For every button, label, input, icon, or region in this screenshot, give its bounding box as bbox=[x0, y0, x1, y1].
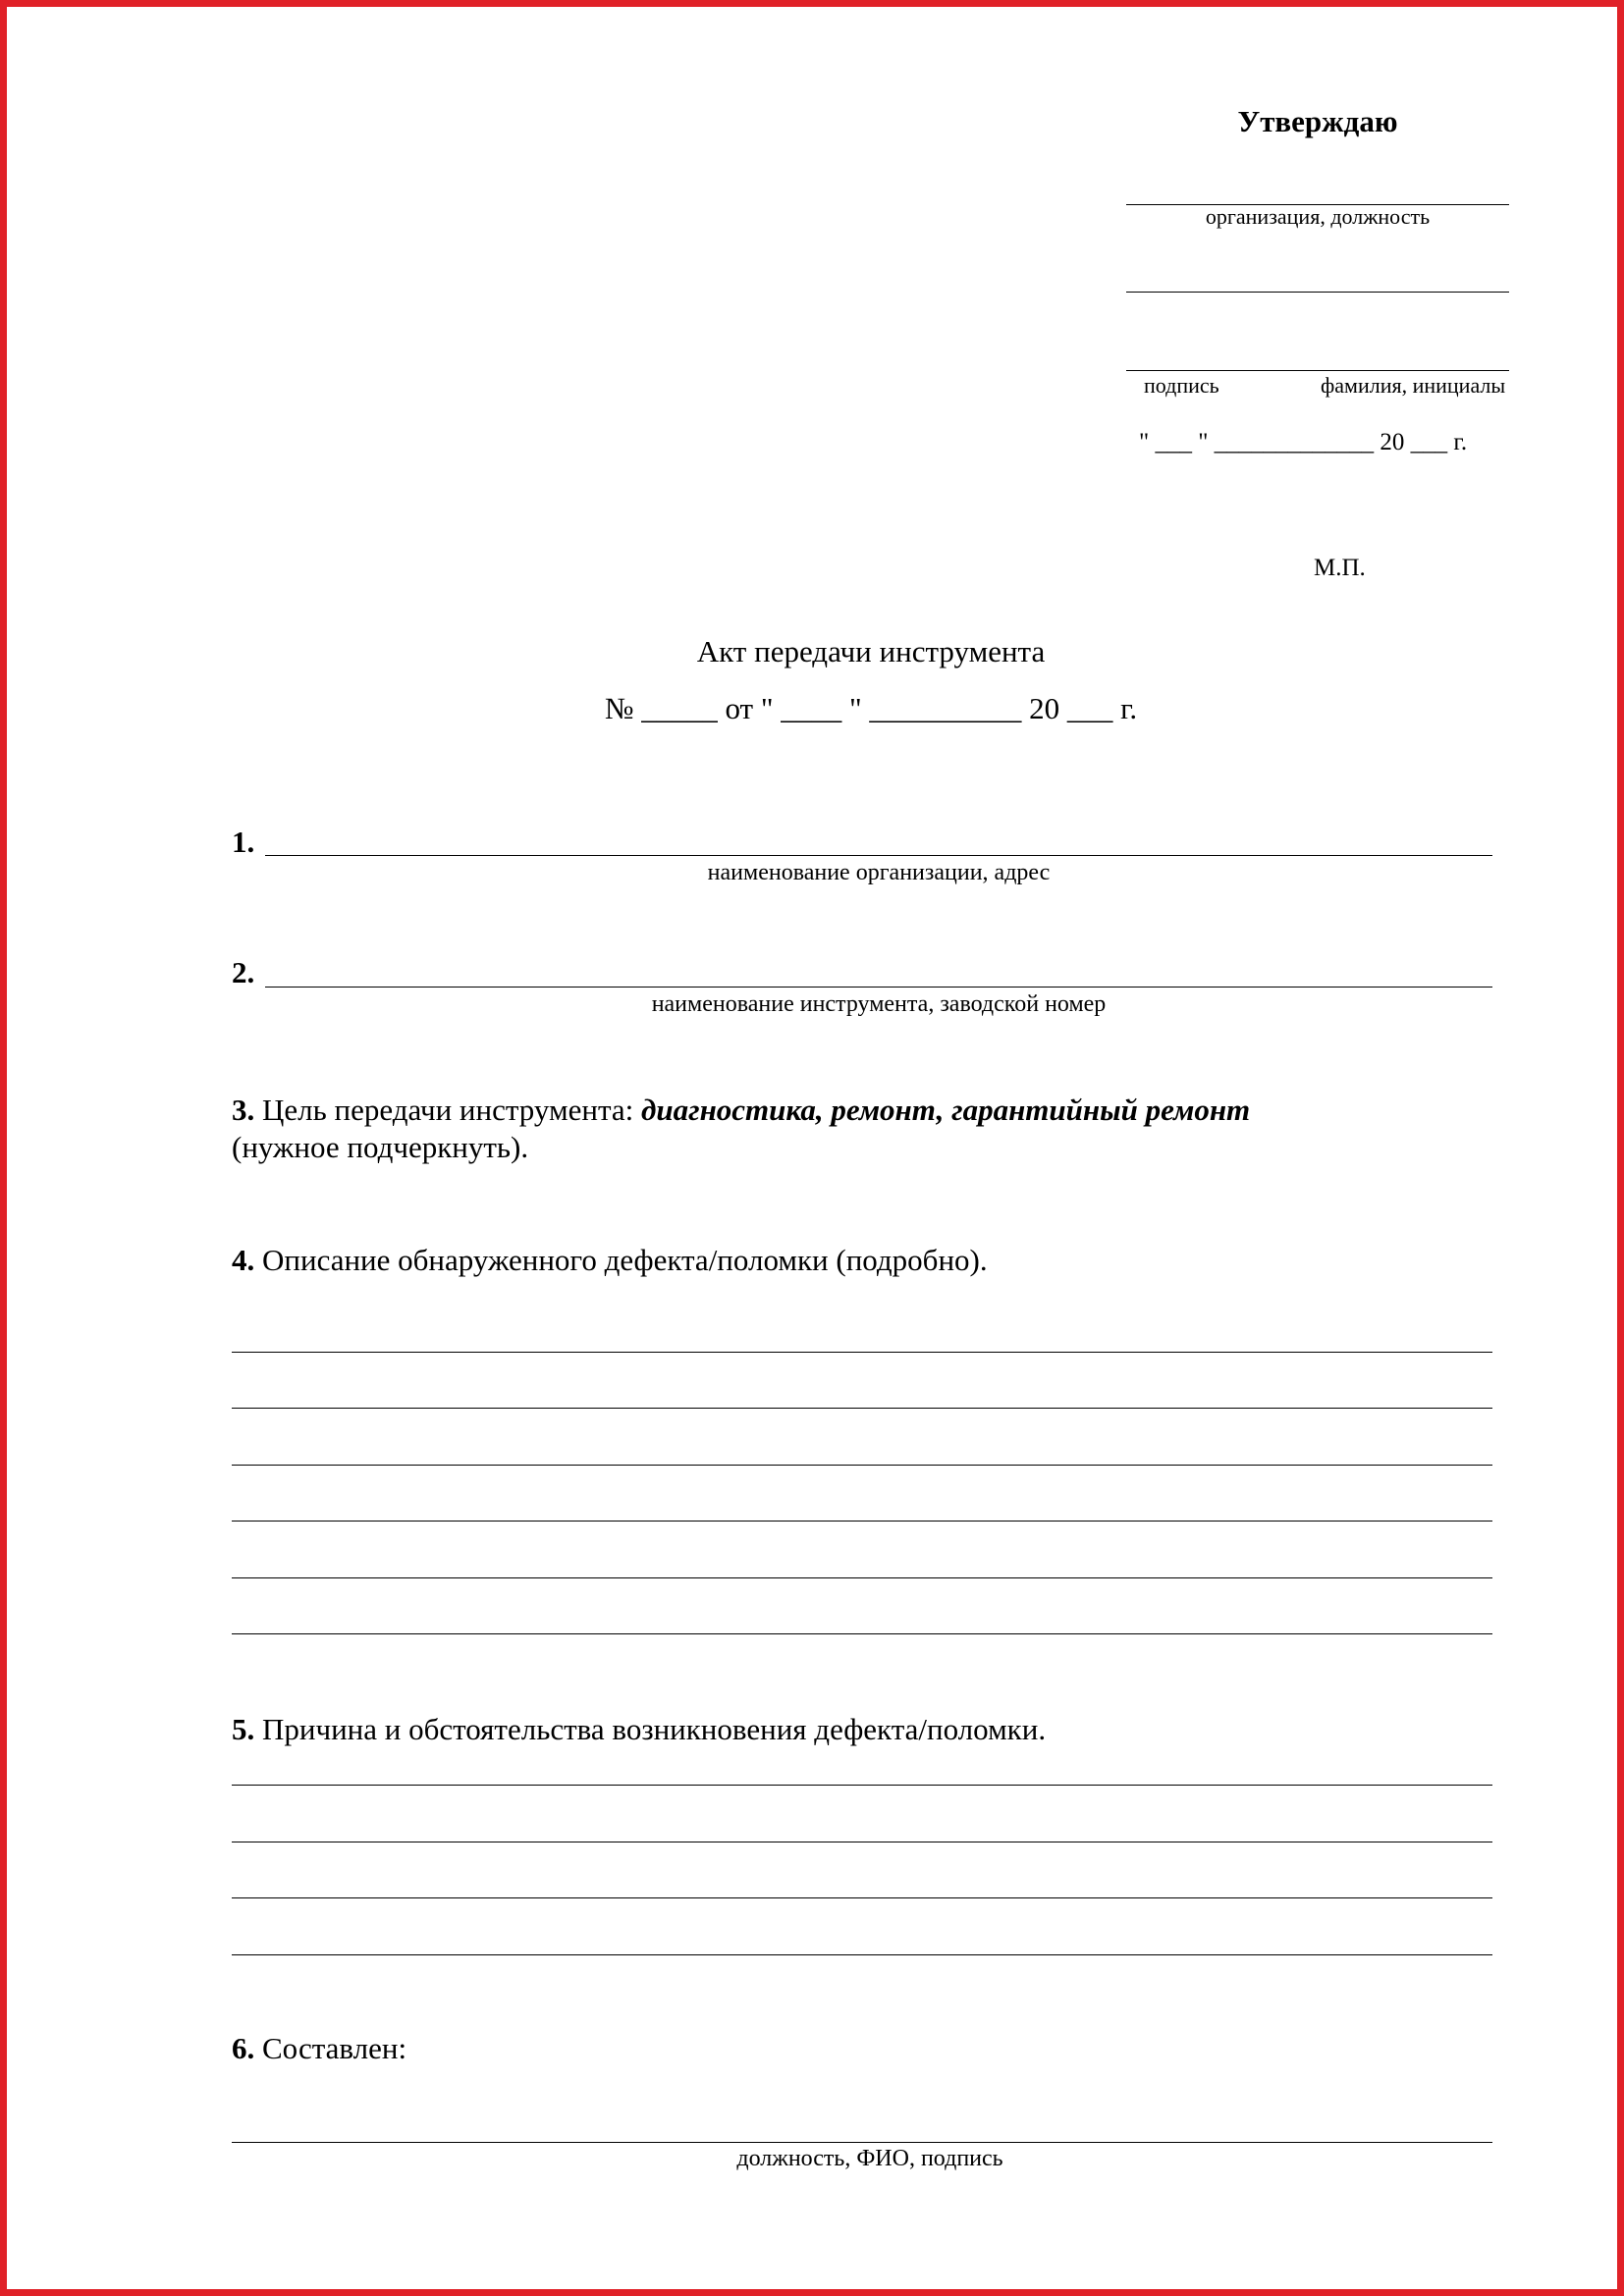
section-4-line-5 bbox=[232, 1577, 1492, 1578]
section-1-number: 1. bbox=[232, 825, 255, 859]
section-3-number: 3. bbox=[232, 1093, 255, 1127]
section-6-line bbox=[232, 2142, 1492, 2143]
section-6-caption: должность, ФИО, подпись bbox=[736, 2146, 1003, 2171]
section-2-caption: наименование инструмента, заводской номер bbox=[651, 991, 1107, 1017]
section-4-line-1 bbox=[232, 1352, 1492, 1353]
section-2-line bbox=[265, 987, 1492, 988]
section-5-text bbox=[232, 1712, 1046, 1747]
section-6-label: Составлен: bbox=[254, 2031, 407, 2065]
approval-name-caption: фамилия, инициалы bbox=[1321, 373, 1506, 398]
section-5-label: Причина и обстоятельства возникновения дефекта/поломки. bbox=[254, 1712, 1047, 1746]
section-5-line-4 bbox=[232, 1954, 1492, 1955]
section-3-text bbox=[232, 1093, 1250, 1128]
approval-signature-line bbox=[1126, 370, 1509, 371]
section-6-text bbox=[232, 2031, 406, 2066]
section-4-number: 4. bbox=[232, 1243, 255, 1277]
section-1-caption: наименование организации, адрес bbox=[707, 860, 1051, 885]
section-4-text bbox=[232, 1243, 988, 1278]
approval-title: Утверждаю bbox=[1237, 104, 1398, 138]
section-4-line-2 bbox=[232, 1408, 1492, 1409]
section-3-label: Цель передачи инструмента: bbox=[254, 1093, 641, 1127]
document-number-line: № _____ от " ____ " __________ 20 ___ г. bbox=[604, 691, 1138, 725]
section-4-line-4 bbox=[232, 1521, 1492, 1522]
approval-org-caption: организация, должность bbox=[1205, 204, 1431, 229]
section-3-options: диагностика, ремонт, гарантийный ремонт bbox=[641, 1093, 1251, 1127]
section-6-number: 6. bbox=[232, 2031, 255, 2065]
approval-date-line: " ___ " _____________ 20 ___ г. bbox=[1139, 429, 1468, 455]
section-3-note: (нужное подчеркнуть). bbox=[232, 1130, 529, 1164]
section-5-line-3 bbox=[232, 1897, 1492, 1898]
section-2-number: 2. bbox=[232, 955, 255, 989]
section-4-line-6 bbox=[232, 1633, 1492, 1634]
section-4-label: Описание обнаруженного дефекта/поломки (подробно). bbox=[254, 1243, 988, 1277]
section-5-line-1 bbox=[232, 1785, 1492, 1786]
document-title: Акт передачи инструмента bbox=[696, 634, 1046, 668]
section-4-line-3 bbox=[232, 1465, 1492, 1466]
approval-sign-caption: подпись bbox=[1144, 373, 1219, 398]
approval-position-line bbox=[1126, 292, 1509, 293]
section-5-number: 5. bbox=[232, 1712, 255, 1746]
stamp-label: М.П. bbox=[1314, 555, 1366, 581]
section-1-line bbox=[265, 855, 1492, 856]
